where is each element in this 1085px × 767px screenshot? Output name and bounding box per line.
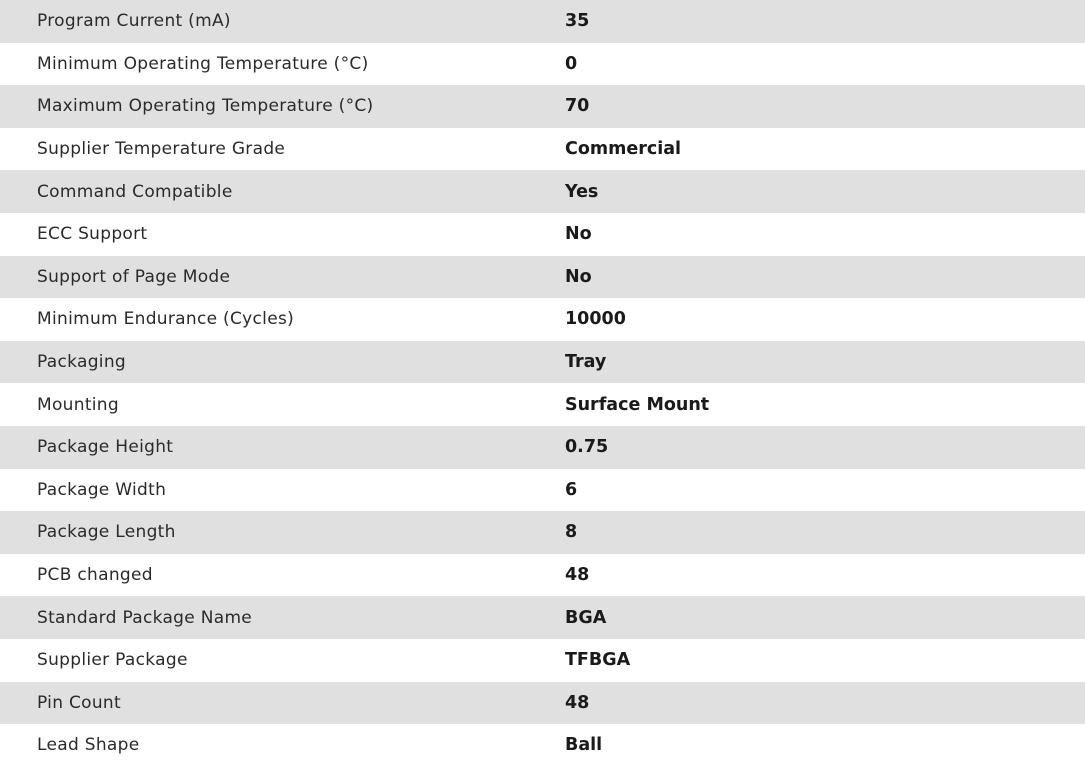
spec-row bbox=[0, 682, 1085, 725]
spec-row bbox=[0, 213, 1085, 256]
spec-row bbox=[0, 256, 1085, 299]
spec-name: Lead Shape bbox=[37, 735, 140, 756]
spec-row bbox=[0, 383, 1085, 426]
spec-value: TFBGA bbox=[565, 650, 631, 671]
spec-name: Mounting bbox=[37, 394, 119, 415]
spec-row bbox=[0, 43, 1085, 86]
spec-row bbox=[0, 426, 1085, 469]
spec-row bbox=[0, 511, 1085, 554]
spec-name: Command Compatible bbox=[37, 181, 233, 202]
spec-row bbox=[0, 85, 1085, 128]
spec-value: 35 bbox=[565, 11, 590, 32]
spec-row bbox=[0, 0, 1085, 43]
spec-value: Yes bbox=[565, 181, 599, 202]
spec-name: Package Height bbox=[37, 437, 174, 458]
spec-name: Maximum Operating Temperature (°C) bbox=[37, 96, 374, 117]
spec-value: 8 bbox=[565, 522, 578, 543]
spec-value: 48 bbox=[565, 565, 590, 586]
spec-row bbox=[0, 469, 1085, 512]
spec-value: 70 bbox=[565, 96, 590, 117]
spec-name: Standard Package Name bbox=[37, 607, 253, 628]
spec-value: 10000 bbox=[565, 309, 626, 330]
spec-value: 48 bbox=[565, 692, 590, 713]
spec-value: No bbox=[565, 266, 592, 287]
spec-name: Minimum Operating Temperature (°C) bbox=[37, 53, 369, 74]
spec-row bbox=[0, 554, 1085, 597]
spec-value: Surface Mount bbox=[565, 394, 710, 415]
spec-name: Pin Count bbox=[37, 692, 121, 713]
spec-name: Package Length bbox=[37, 522, 176, 543]
spec-name: Packaging bbox=[37, 352, 126, 373]
spec-name: ECC Support bbox=[37, 224, 148, 245]
spec-name: Minimum Endurance (Cycles) bbox=[37, 309, 295, 330]
spec-value: Commercial bbox=[565, 139, 682, 160]
spec-name: Package Width bbox=[37, 479, 167, 500]
spec-value: No bbox=[565, 224, 592, 245]
spec-name: Support of Page Mode bbox=[37, 266, 231, 287]
spec-row bbox=[0, 724, 1085, 767]
spec-value: 0.75 bbox=[565, 437, 609, 458]
spec-value: Tray bbox=[565, 352, 607, 373]
spec-row bbox=[0, 341, 1085, 384]
spec-value: Ball bbox=[565, 735, 603, 756]
spec-value: 0 bbox=[565, 53, 578, 74]
spec-name: Supplier Package bbox=[37, 650, 188, 671]
spec-value: BGA bbox=[565, 607, 607, 628]
spec-row bbox=[0, 639, 1085, 682]
spec-row bbox=[0, 298, 1085, 341]
spec-name: Program Current (mA) bbox=[37, 11, 231, 32]
spec-row bbox=[0, 170, 1085, 213]
spec-row bbox=[0, 596, 1085, 639]
spec-row bbox=[0, 128, 1085, 171]
spec-value: 6 bbox=[565, 479, 578, 500]
spec-name: Supplier Temperature Grade bbox=[37, 139, 286, 160]
spec-name: PCB changed bbox=[37, 565, 153, 586]
